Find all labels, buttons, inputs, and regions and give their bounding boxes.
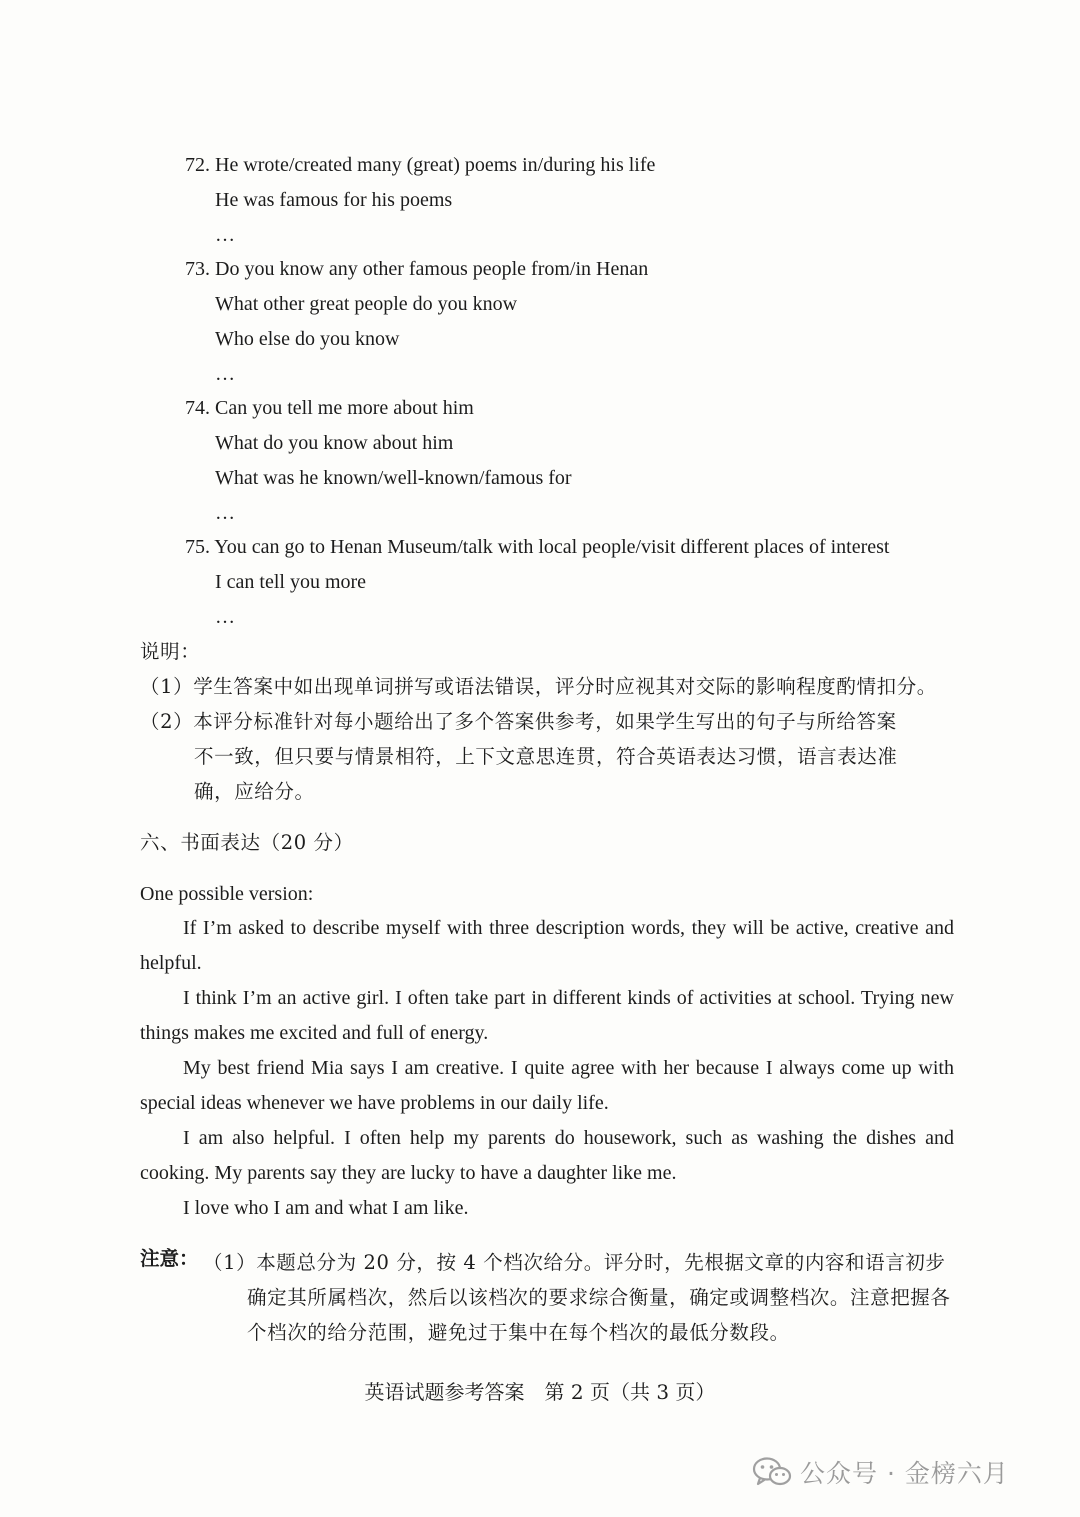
answer-74-line-1: 74. Can you tell me more about him [185, 397, 474, 419]
explanation-item-1: （1）学生答案中如出现单词拼写或语法错误，评分时应视其对交际的影响程度酌情扣分。 [140, 675, 937, 698]
answer-72-line-1: 72. He wrote/created many (great) poems in/during his life [185, 154, 656, 176]
explanation-item-2-line-2: 不一致，但只要与情景相符，上下文意思连贯，符合英语表达习惯，语言表达准 [194, 745, 898, 768]
answer-number: 74. [185, 397, 210, 419]
explanation-item-2-line-1: （2）本评分标准针对每小题给出了多个答案供参考，如果学生写出的句子与所给答案 [140, 710, 897, 733]
answer-75-line-1: 75. You can go to Henan Museum/talk with local people/visit different places of interest [185, 536, 890, 558]
sample-paragraph-2: I think I’m an active girl. I often take part in different kinds of activities at school. Trying new things makes me excited and full of energy. [140, 987, 954, 1044]
sample-intro: One possible version: [140, 883, 314, 905]
answer-74-line-3: What was he known/well-known/famous for [215, 467, 572, 489]
answer-74-ellipsis: … [215, 502, 235, 524]
page-footer: 英语试题参考答案 第 2 页（共 3 页） [364, 1380, 716, 1404]
answer-75-line-2: I can tell you more [215, 571, 367, 593]
answer-number: 73. [185, 258, 210, 280]
watermark [752, 1455, 1009, 1489]
answer-72-ellipsis: … [215, 224, 235, 246]
answer-73-line-1: 73. Do you know any other famous people from/in Henan [185, 258, 649, 280]
watermark-text: 公众号 · 金榜六月 [800, 1459, 1009, 1488]
explanation-title: 说明： [140, 640, 201, 663]
answer-73-line-3: Who else do you know [215, 328, 400, 350]
section-6-heading: 六、书面表达（20 分） [140, 831, 354, 854]
sample-paragraph-5: I love who I am and what I am like. [183, 1197, 469, 1219]
answer-73-line-2: What other great people do you know [215, 293, 518, 315]
sample-paragraph-4: I am also helpful. I often help my parents do housework, such as washing the dishes and cooking. My parents say they are lucky to have a daughter like me. [140, 1127, 954, 1184]
answer-73-ellipsis: … [215, 363, 235, 385]
answer-75-ellipsis: … [215, 606, 235, 628]
answer-number: 72. [185, 154, 210, 176]
answer-number: 75. [185, 536, 210, 558]
sample-paragraph-1: If I’m asked to describe myself with three description words, they will be active, creative and helpful. [140, 917, 954, 974]
note-label: 注意： [140, 1247, 199, 1270]
wechat-icon [752, 1456, 792, 1488]
answer-72-line-2: He was famous for his poems [215, 189, 453, 211]
sample-paragraph-3: My best friend Mia says I am creative. I quite agree with her because I always come up with special ideas whenever we have problems in our daily life. [140, 1057, 954, 1114]
note-text: （1）本题总分为 20 分，按 4 个档次给分。评分时，先根据文章的内容和语言初步确定其所属档次，然后以该档次的要求综合衡量，确定或调整档次。注意把握各个档次的给分范围，避免过于集中在每个档次的最低分数段。 [203, 1251, 951, 1344]
answer-74-line-2: What do you know about him [215, 432, 454, 454]
explanation-item-2-line-3: 确，应给分。 [194, 780, 315, 803]
